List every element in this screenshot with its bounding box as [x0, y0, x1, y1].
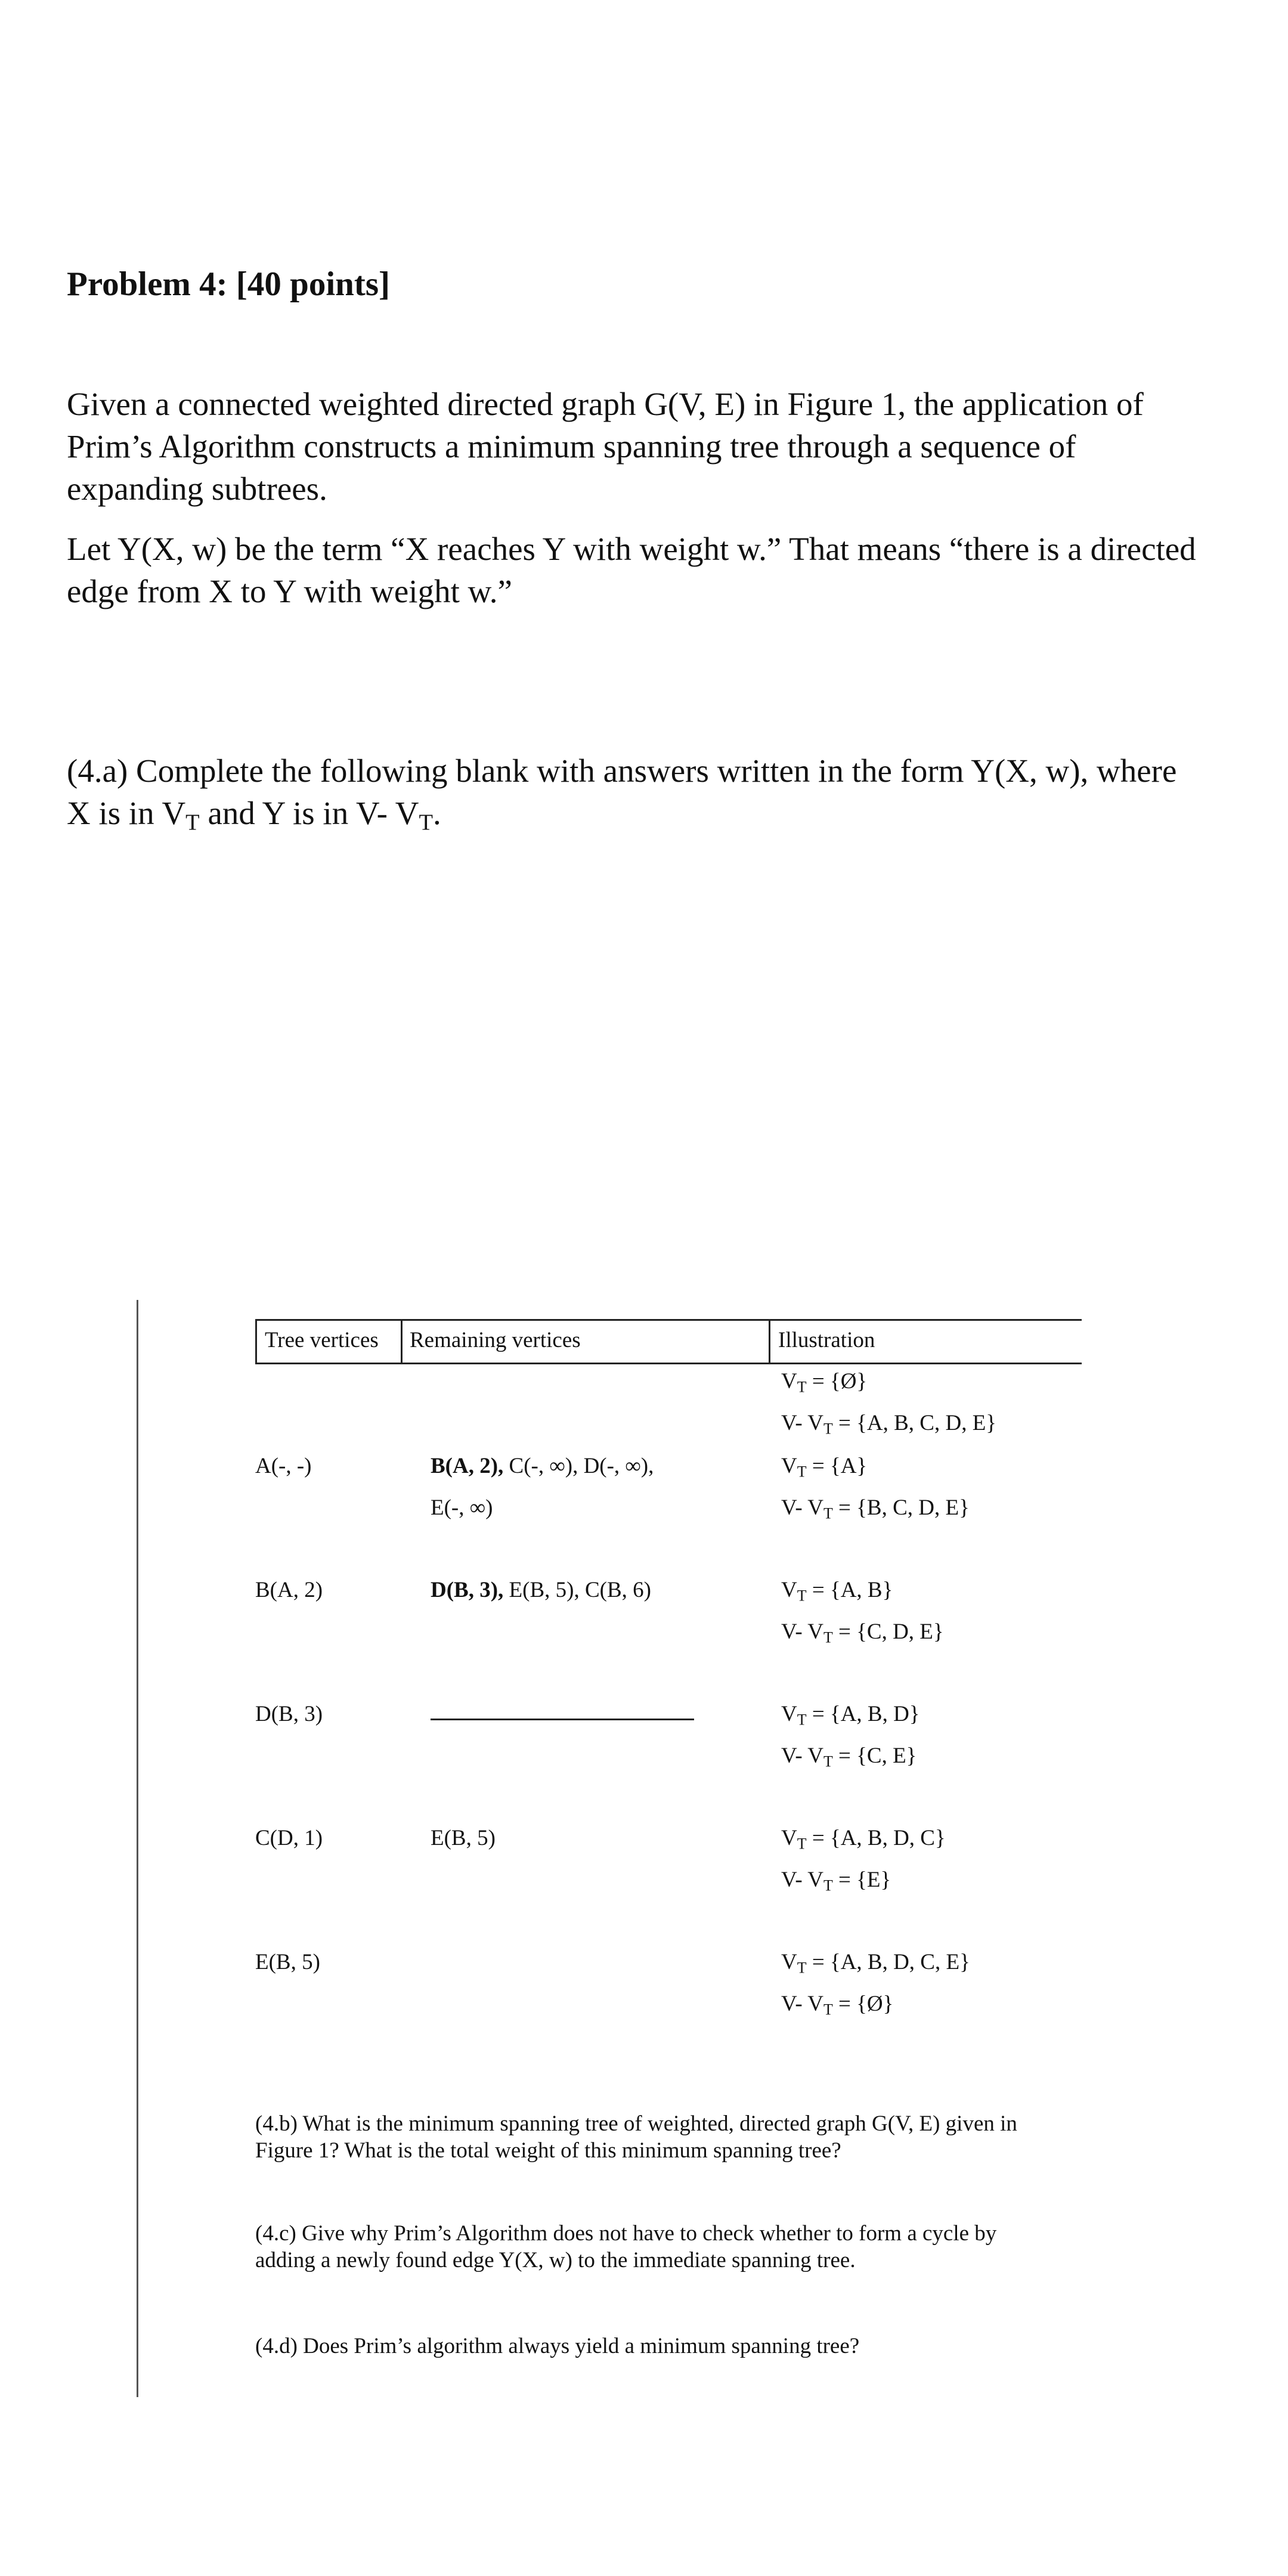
intro-paragraph: Given a connected weighted directed graph G(V, E) in Figure 1, the application of Prim’s Algorithm constructs a minimum spanning tree through a sequence of expanding subtrees.	[67, 386, 1144, 507]
remaining-vertices-cell: D(B, 3), E(B, 5), C(B, 6)	[431, 1578, 651, 1602]
illustration-line-1: $V_T = \{A$, B, D, C, E}	[781, 1950, 970, 1977]
illustration-line-2: V- $V_T = \{B$, C, D, E}	[781, 1496, 970, 1522]
illustration-line-2: V- $V_T = \{A$, B, C, D, E}	[781, 1411, 997, 1438]
definition-paragraph: Let Y(X, w) be the term “X reaches Y with weight w.” That means “there is a directed edge from X to Y with weight w.”	[67, 531, 1196, 609]
illustration-line-1: $V_T = \{A$, B, D, C}	[781, 1826, 946, 1853]
table-header	[255, 1319, 1082, 1364]
header-tree-vertices: Tree vertices	[265, 1328, 379, 1352]
part-a-prefix: (4.a) Complete the following blank with answers written in the form Y(X, w), where X is in V	[67, 753, 1177, 831]
illustration-line-1: $V_T = \{A$, B}	[781, 1578, 893, 1605]
header-remaining-vertices: Remaining vertices	[410, 1328, 581, 1352]
remaining-vertices-cell-line-2: E(-, ∞)	[431, 1496, 493, 1520]
tree-vertex-cell: A(-, -)	[255, 1454, 312, 1478]
part-d-question: (4.d) Does Prim’s algorithm always yield a minimum spanning tree?	[255, 2334, 860, 2358]
part-c-question: (4.c) Give why Prim’s Algorithm does not have to check whether to form a cycle by adding a newly found edge Y(X, w) to the immediate spanning tree.	[255, 2221, 997, 2272]
margin-rule	[137, 1300, 138, 2397]
header-top-rule	[255, 1319, 1082, 1321]
tree-vertex-cell: C(D, 1)	[255, 1826, 323, 1850]
header-bottom-rule	[255, 1363, 1082, 1364]
illustration-line-1: $V_T = \{A\}$	[781, 1454, 868, 1481]
answer-blank-line[interactable]	[431, 1719, 694, 1720]
problem-heading: Problem 4: [40 points]	[67, 265, 391, 303]
part-a-sub1: T	[185, 810, 200, 835]
illustration-line-1: $V_T$ = {Ø}	[781, 1369, 868, 1396]
part-a-question	[67, 750, 1200, 834]
tree-vertex-cell: B(A, 2)	[255, 1578, 323, 1602]
illustration-line-2: V- $V_T = \{C$, D, E}	[781, 1620, 944, 1646]
illustration-line-2: V- $V_T$ = {Ø}	[781, 1992, 894, 2018]
remaining-vertices-cell: B(A, 2), C(-, ∞), D(-, ∞),	[431, 1454, 654, 1478]
remaining-vertices-cell: E(B, 5)	[431, 1826, 496, 1850]
header-separator-1	[401, 1319, 402, 1364]
header-illustration: Illustration	[778, 1328, 875, 1352]
header-left-rule	[255, 1319, 257, 1364]
part-b-question: (4.b) What is the minimum spanning tree of weighted, directed graph G(V, E) given in Figure 1? What is the total weight of this minimum spanning tree?	[255, 2111, 1017, 2163]
header-separator-2	[769, 1319, 770, 1364]
part-a-middle: and Y is in V- V	[199, 795, 419, 831]
part-a-suffix: .	[432, 795, 441, 831]
illustration-line-2: V- $V_T = \{C$, E}	[781, 1744, 917, 1770]
part-a-sub2: T	[419, 810, 433, 835]
illustration-line-1: $V_T = \{A$, B, D}	[781, 1702, 920, 1729]
tree-vertex-cell: D(B, 3)	[255, 1702, 323, 1726]
tree-vertex-cell: E(B, 5)	[255, 1950, 320, 1974]
illustration-line-2: V- $V_T = \{E\}$	[781, 1868, 891, 1894]
